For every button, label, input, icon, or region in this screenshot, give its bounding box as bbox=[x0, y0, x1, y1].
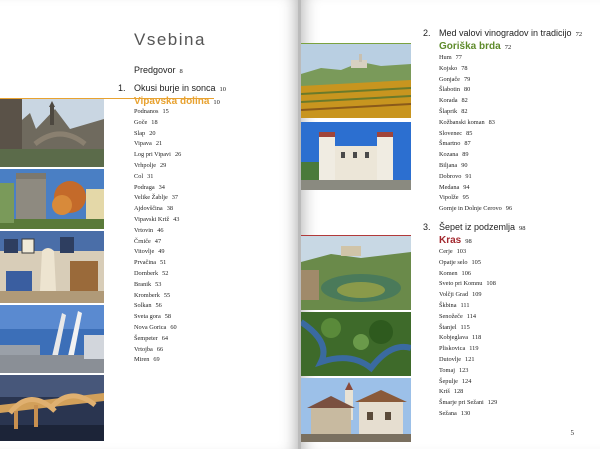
toc-entry[interactable]: Biljana 90 bbox=[439, 161, 468, 169]
toc-entry[interactable]: Senožeče 114 bbox=[439, 312, 476, 320]
section-2-heading[interactable] bbox=[423, 28, 582, 38]
photo-tower-autumn bbox=[0, 169, 104, 229]
predgovor-page: 8 bbox=[179, 68, 183, 75]
toc-entry[interactable]: Solkan 56 bbox=[134, 302, 162, 310]
photo-village-bridge bbox=[0, 99, 104, 167]
toc-entry[interactable]: Sveta gora 58 bbox=[134, 313, 172, 321]
toc-entry[interactable]: Štanjel 115 bbox=[439, 323, 470, 331]
toc-entry[interactable]: Vrhpolje 29 bbox=[134, 161, 167, 169]
toc-entry[interactable]: Podraga 34 bbox=[134, 183, 165, 191]
photo-stone-houses bbox=[301, 378, 411, 442]
section-number: 2. bbox=[423, 28, 431, 38]
toc-entry[interactable]: Opatje selo 105 bbox=[439, 258, 481, 266]
region-heading-goriska-brda[interactable] bbox=[439, 41, 511, 52]
toc-entry[interactable]: Kožbanski koman 83 bbox=[439, 118, 495, 126]
section-label: Med valovi vinogradov in tradicijo bbox=[439, 28, 572, 38]
toc-entry[interactable]: Gonjače 79 bbox=[439, 75, 471, 83]
toc-entry[interactable]: Šlaprik 82 bbox=[439, 107, 468, 115]
photo-museum-interior bbox=[0, 231, 104, 303]
toc-entry[interactable]: Šlabotin 80 bbox=[439, 86, 471, 94]
toc-entry[interactable]: Volčji Grad 109 bbox=[439, 291, 482, 299]
section-page: 98 bbox=[519, 225, 526, 232]
toc-entry[interactable]: Gornje in Dolnje Cerovo 96 bbox=[439, 205, 513, 213]
region-name: Kras bbox=[439, 235, 462, 246]
toc-entry[interactable]: Log pri Vipavi 26 bbox=[134, 151, 182, 159]
toc-entry[interactable]: Cerje 103 bbox=[439, 248, 467, 255]
toc-entry[interactable]: Branik 53 bbox=[134, 280, 162, 288]
toc-entry[interactable]: Kojsko 78 bbox=[439, 64, 468, 72]
toc-entry[interactable]: Tomaj 123 bbox=[439, 366, 469, 374]
toc-entry[interactable]: Vitovlje 49 bbox=[134, 248, 165, 256]
section-page: 10 bbox=[219, 86, 227, 93]
region-page: 10 bbox=[213, 99, 220, 106]
region-page: 72 bbox=[504, 44, 512, 51]
left-page bbox=[0, 0, 299, 449]
section-page: 72 bbox=[575, 31, 583, 38]
photo-modern-sculpture bbox=[0, 305, 104, 373]
toc-entry[interactable]: Kriš 128 bbox=[439, 388, 464, 396]
section-number: 3. bbox=[423, 222, 431, 232]
toc-entry[interactable]: Sežana 130 bbox=[439, 409, 471, 417]
toc-list-vipavska bbox=[134, 107, 181, 366]
toc-entry[interactable]: Vipavski Križ 43 bbox=[134, 215, 180, 223]
page-title: Vsebina bbox=[134, 30, 206, 49]
toc-entry[interactable]: Šepulje 124 bbox=[439, 377, 472, 385]
toc-list-goriska-brda bbox=[439, 53, 512, 215]
section-number: 1. bbox=[118, 83, 126, 93]
toc-entry[interactable]: Slap 20 bbox=[134, 129, 156, 137]
toc-entry[interactable]: Slovenec 85 bbox=[439, 129, 473, 137]
page-number: 5 bbox=[570, 429, 574, 437]
region-name: Goriška brda bbox=[439, 41, 501, 52]
toc-predgovor[interactable] bbox=[134, 65, 183, 75]
section-1-heading[interactable] bbox=[118, 83, 226, 93]
toc-entry[interactable]: Vipolže 95 bbox=[439, 194, 469, 202]
photo-karst-pond bbox=[301, 236, 411, 310]
region-heading-vipavska[interactable] bbox=[134, 96, 220, 107]
toc-entry[interactable]: Kromberk 55 bbox=[134, 291, 171, 299]
section-label: Okusi burje in sonca bbox=[134, 83, 216, 93]
toc-entry[interactable]: Sveto pri Komnu 108 bbox=[439, 280, 496, 288]
photo-vineyard-village bbox=[301, 44, 411, 118]
toc-entry[interactable]: Ajdovščina 38 bbox=[134, 205, 173, 213]
toc-entry[interactable]: Vrtojba 66 bbox=[134, 345, 164, 353]
toc-entry[interactable]: Črniče 47 bbox=[134, 237, 162, 245]
toc-entry[interactable]: Podnanos 15 bbox=[134, 108, 169, 115]
predgovor-label: Predgovor bbox=[134, 65, 176, 75]
toc-entry[interactable]: Velike Žablje 37 bbox=[134, 194, 179, 202]
toc-entry[interactable]: Škbina 111 bbox=[439, 301, 470, 309]
toc-entry[interactable]: Pliskovica 119 bbox=[439, 345, 479, 353]
toc-entry[interactable]: Medana 94 bbox=[439, 183, 470, 191]
toc-entry[interactable]: Dutovlje 121 bbox=[439, 355, 475, 363]
photo-river-valley bbox=[301, 312, 411, 376]
toc-entry[interactable]: Nova Gorica 60 bbox=[134, 323, 177, 331]
toc-entry[interactable]: Korada 82 bbox=[439, 97, 468, 105]
toc-entry[interactable]: Vrtovin 46 bbox=[134, 226, 164, 234]
right-page bbox=[301, 0, 600, 449]
toc-entry[interactable]: Prvačina 51 bbox=[134, 259, 167, 267]
toc-entry[interactable]: Goče 18 bbox=[134, 118, 158, 126]
toc-entry[interactable]: Col 31 bbox=[134, 172, 154, 180]
region-page: 98 bbox=[465, 238, 472, 245]
region-name: Vipavska dolina bbox=[134, 96, 210, 107]
section-3-heading[interactable] bbox=[423, 222, 526, 232]
toc-entry[interactable]: Šempeter 64 bbox=[134, 334, 169, 342]
toc-entry[interactable]: Hum 77 bbox=[439, 54, 462, 61]
photo-manor-house bbox=[301, 122, 411, 190]
toc-entry[interactable]: Komen 106 bbox=[439, 269, 471, 277]
region-heading-kras[interactable] bbox=[439, 235, 472, 246]
toc-entry[interactable]: Dornberk 52 bbox=[134, 269, 169, 277]
toc-entry[interactable]: Vipava 21 bbox=[134, 140, 163, 148]
toc-list-kras bbox=[439, 247, 497, 420]
toc-entry[interactable]: Kobjeglava 118 bbox=[439, 334, 482, 342]
toc-entry[interactable]: Miren 69 bbox=[134, 356, 160, 364]
toc-entry[interactable]: Kozana 89 bbox=[439, 151, 469, 159]
photo-stone-bridge bbox=[0, 375, 104, 441]
toc-entry[interactable]: Dobrovo 91 bbox=[439, 172, 472, 180]
toc-entry[interactable]: Šmarje pri Sežani 129 bbox=[439, 399, 498, 407]
toc-entry[interactable]: Šmartno 87 bbox=[439, 140, 471, 148]
section-label: Šepet iz podzemlja bbox=[439, 222, 516, 232]
